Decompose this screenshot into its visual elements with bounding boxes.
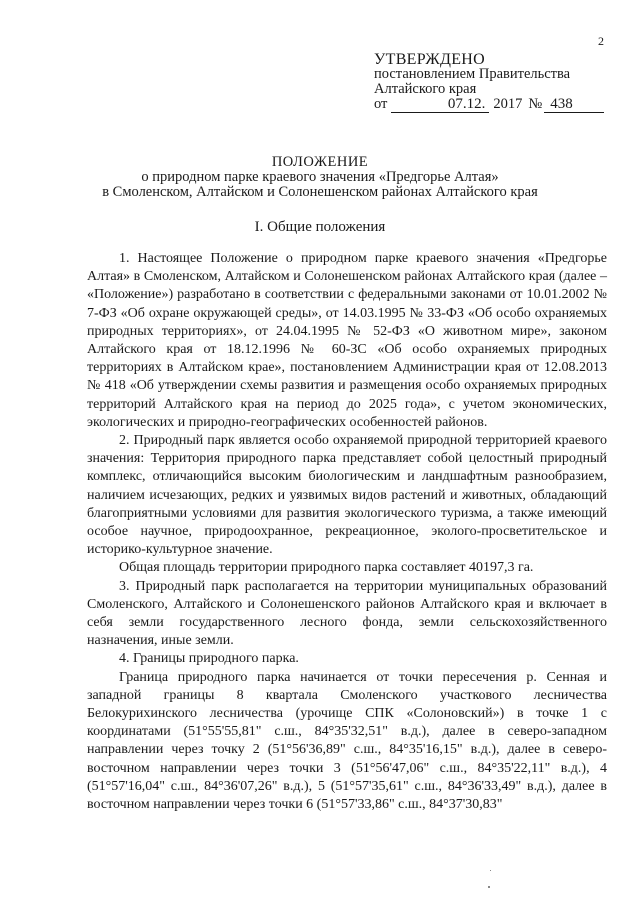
paragraph-2: 2. Природный парк является особо охраняемой природной территорией краевого значения: Территория природного парка представляет собой целостный природный комплекс, отличающийся высоким биологическим и ландшафтным разнообразием, наличием исчезающих, редких и уязвимых видов растений и животных, обладающий благоприятными условиями для развития экологического туризма, а также имеющий особое научное, природоохранное, рекреационное, эколого-просветительское и историко-культурное значение. [87, 433, 607, 558]
paragraph-3: 3. Природный парк располагается на территории муниципальных образований Смоленского, Алтайского и Солонешенского районов Алтайского края и включает в себя земли государственного лесного фонда, земли сельскохозяйственного назначения, иные земли. [87, 578, 607, 649]
approval-number: 438 [544, 97, 604, 113]
approved-label: УТВЕРЖДЕНО [374, 51, 486, 68]
from-label: от [374, 96, 388, 112]
scan-speck [488, 886, 490, 888]
paragraph-1: 1. Настоящее Положение о природном парке краевого значения «Предгорье Алтая» в Смоленском, Алтайском и Солонешенском районах Алтайского края (далее – «Положение») разработано в соответствии с федеральными законами от 10.01.2002 № 7-ФЗ «Об охране окружающей среды», от 14.03.1995 № 33-ФЗ «Об особо охраняемых природных территориях», от 24.04.1995 № 52-ФЗ «О животном мире», законом Алтайского края от 18.12.1996 № 60-ЗС «Об особо охраняемых природных территориях в Алтайском крае», постановлением Администрации края от 12.08.2013 № 418 «Об утверждении схемы развития и размещения особо охраняемых природных территорий Алтайского края на период до 2025 года», с учетом экономических, экологических и природно-географических особенностей районов. [87, 251, 607, 430]
approval-date: 07.12. [391, 97, 489, 113]
approval-stamp [374, 52, 614, 113]
document-title-block [0, 155, 640, 200]
scan-speck [490, 870, 491, 871]
page-number: 2 [598, 34, 604, 48]
approval-line-2: Алтайского края [374, 81, 477, 97]
approval-line-1: постановлением Правительства [374, 66, 571, 82]
paragraph-area: Общая площадь территории природного парка составляет 40197,3 га. [119, 560, 534, 576]
document-title: ПОЛОЖЕНИЕ [271, 154, 369, 170]
section-heading: I. Общие положения [254, 219, 386, 235]
number-label: № [528, 96, 543, 112]
approval-year: 2017 [493, 96, 523, 112]
approval-date-row [374, 97, 614, 113]
document-subtitle-line-2: в Смоленском, Алтайском и Солонешенском районах Алтайского края [102, 184, 538, 200]
document-subtitle-line-1: о природном парке краевого значения «Предгорье Алтая» [141, 169, 499, 185]
paragraph-4: 4. Границы природного парка. [119, 651, 299, 667]
paragraph-boundary: Граница природного парка начинается от точки пересечения р. Сенная и западной границы 8 квартала Смоленского участкового лесничества Белокурихинского лесничества (урочище СПК «Солоновский») в точке 1 с координатами (51°55'55,81" с.ш., 84°35'32,51" в.д.), далее в северо-западном направлении через точку 2 (51°56'36,89" с.ш., 84°35'16,15" в.д.), далее в северо-восточном направлении через точки 3 (51°56'47,06" с.ш., 84°35'22,11" в.д.), 4 (51°57'16,04" с.ш., 84°36'07,26" в.д.), 5 (51°57'35,61" с.ш., 84°36'33,49" в.д.), далее в восточном направлении через точки 6 (51°57'33,86" с.ш., 84°37'30,83" [87, 669, 607, 813]
document-body [87, 250, 607, 814]
